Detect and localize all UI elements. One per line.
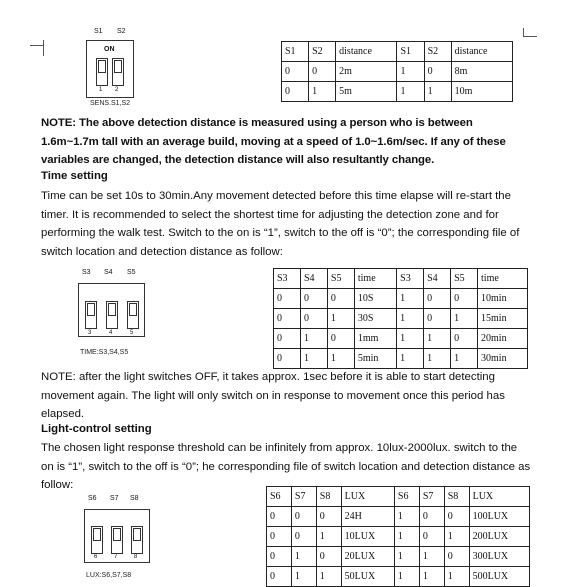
dip-label-s3: S3 bbox=[82, 269, 91, 276]
table-cell: 0 bbox=[274, 329, 301, 349]
table-cell: 1 bbox=[444, 567, 469, 587]
table-cell: S8 bbox=[444, 487, 469, 507]
table-row bbox=[267, 507, 530, 527]
table-cell: 1 bbox=[451, 349, 478, 369]
table-cell: 0 bbox=[282, 62, 309, 82]
table-cell: 1 bbox=[397, 329, 424, 349]
table-cell: S1 bbox=[282, 42, 309, 62]
table-cell: 1 bbox=[300, 349, 327, 369]
table-cell: S6 bbox=[267, 487, 292, 507]
table-cell: 1 bbox=[419, 547, 444, 567]
table-cell: 1 bbox=[397, 82, 424, 102]
table-cell: 1mm bbox=[354, 329, 396, 349]
table-cell: 0 bbox=[316, 507, 341, 527]
dip-label-s5: S5 bbox=[127, 269, 136, 276]
table-cell: 1 bbox=[394, 527, 419, 547]
table-cell: S8 bbox=[316, 487, 341, 507]
table-cell: 1 bbox=[291, 567, 316, 587]
switch-6 bbox=[91, 526, 103, 554]
switch-5 bbox=[127, 301, 139, 329]
table-cell: 30min bbox=[478, 349, 528, 369]
table-cell: 0 bbox=[300, 309, 327, 329]
table-cell: 1 bbox=[291, 547, 316, 567]
table-cell: S6 bbox=[394, 487, 419, 507]
table-cell: 1 bbox=[316, 567, 341, 587]
table-cell: 0 bbox=[424, 309, 451, 329]
table-row bbox=[282, 62, 513, 82]
table-cell: S3 bbox=[397, 269, 424, 289]
table-cell: 1 bbox=[451, 309, 478, 329]
table-cell: 0 bbox=[291, 527, 316, 547]
table-cell: 0 bbox=[282, 82, 309, 102]
light-off-note: NOTE: after the light switches OFF, it takes approx. 1sec before it is able to start detecting movement again. The light will only switch on in response to movement once this period has elapsed. bbox=[41, 371, 505, 421]
light-control-text: The chosen light response threshold can be infinitely from approx. 10lux-2000lux. switch to the on is “1”, switch to the off is “0”; he corresponding file of switch location and detection distance as follow: bbox=[41, 442, 531, 492]
table-cell: 8m bbox=[451, 62, 512, 82]
table-cell: 24H bbox=[341, 507, 394, 527]
table-cell: S3 bbox=[274, 269, 301, 289]
table-cell: 0 bbox=[291, 507, 316, 527]
lux-table bbox=[266, 486, 530, 587]
dip-switch-diagram-sens bbox=[84, 28, 144, 110]
dip-num-1: 1 bbox=[99, 87, 103, 93]
table-row bbox=[274, 309, 528, 329]
table-cell: 300LUX bbox=[469, 547, 529, 567]
table-cell: 5min bbox=[354, 349, 396, 369]
table-cell: 0 bbox=[274, 309, 301, 329]
table-cell: 0 bbox=[327, 289, 354, 309]
dip-label-s7: S7 bbox=[110, 495, 119, 502]
dip-switch-diagram-time bbox=[78, 265, 168, 360]
table-cell: 10LUX bbox=[341, 527, 394, 547]
dip-num-3: 3 bbox=[88, 330, 92, 336]
table-cell: 20min bbox=[478, 329, 528, 349]
table-cell: S2 bbox=[309, 42, 336, 62]
dip-num-4: 4 bbox=[109, 330, 113, 336]
table-cell: 100LUX bbox=[469, 507, 529, 527]
crop-mark-left-h bbox=[30, 45, 44, 46]
dip-num-8: 8 bbox=[134, 554, 138, 560]
table-cell: 0 bbox=[424, 289, 451, 309]
table-cell: 0 bbox=[444, 547, 469, 567]
table-cell: 0 bbox=[300, 289, 327, 309]
dip-label-s1: S1 bbox=[94, 28, 103, 35]
dip-caption: TIME:S3,S4,S5 bbox=[80, 349, 129, 356]
detection-note: NOTE: The above detection distance is measured using a person who is between 1.6m~1.7m tall with an average build, moving at a speed of 1.0~1.6m/sec. If any of these variables are changed, the detection distance will also resultantly change. bbox=[41, 117, 506, 167]
table-cell: 1 bbox=[444, 527, 469, 547]
table-cell: 1 bbox=[397, 289, 424, 309]
switch-2 bbox=[112, 58, 124, 86]
table-cell: 200LUX bbox=[469, 527, 529, 547]
switch-1 bbox=[96, 58, 108, 86]
table-row bbox=[267, 547, 530, 567]
dip-caption: SENS.S1,S2 bbox=[90, 100, 131, 107]
table-cell: 0 bbox=[451, 289, 478, 309]
table-row bbox=[267, 567, 530, 587]
table-cell: 1 bbox=[424, 82, 451, 102]
table-cell: 1 bbox=[397, 62, 424, 82]
table-cell: 2m bbox=[336, 62, 397, 82]
table-row bbox=[274, 329, 528, 349]
dip-caption: LUX:S6,S7,S8 bbox=[86, 572, 132, 579]
distance-table bbox=[281, 41, 513, 102]
table-cell: 1 bbox=[394, 547, 419, 567]
dip-label-s8: S8 bbox=[130, 495, 139, 502]
table-row bbox=[267, 527, 530, 547]
table-cell: distance bbox=[336, 42, 397, 62]
dip-num-2: 2 bbox=[115, 87, 119, 93]
table-cell: 1 bbox=[394, 567, 419, 587]
time-table bbox=[273, 268, 528, 369]
table-row bbox=[282, 82, 513, 102]
table-cell: S5 bbox=[451, 269, 478, 289]
table-cell: 1 bbox=[424, 349, 451, 369]
table-cell: S4 bbox=[424, 269, 451, 289]
dip-num-5: 5 bbox=[130, 330, 134, 336]
table-cell: 0 bbox=[451, 329, 478, 349]
table-cell: 0 bbox=[419, 527, 444, 547]
table-cell: 1 bbox=[419, 567, 444, 587]
switch-4 bbox=[106, 301, 118, 329]
on-label: ON bbox=[104, 46, 115, 53]
table-cell: 0 bbox=[267, 507, 292, 527]
table-row bbox=[274, 349, 528, 369]
table-cell: 1 bbox=[397, 309, 424, 329]
dip-num-6: 6 bbox=[94, 554, 98, 560]
time-setting-heading: Time setting bbox=[41, 170, 108, 182]
table-cell: 0 bbox=[444, 507, 469, 527]
table-header-row bbox=[267, 487, 530, 507]
time-setting-text: Time can be set 10s to 30min.Any movement detected before this time elapse will re-start the timer. It is recommended to select the shortest time for adjusting the detection zone and for performing the walk test. Switch to the on is “1”, switch to the off is “0”; the corresponding file of switch location and detection distance as follow: bbox=[41, 190, 520, 258]
table-cell: 0 bbox=[274, 349, 301, 369]
table-header-row bbox=[274, 269, 528, 289]
table-cell: 0 bbox=[267, 567, 292, 587]
table-cell: 15min bbox=[478, 309, 528, 329]
light-control-heading: Light-control setting bbox=[41, 423, 152, 435]
table-cell: S7 bbox=[291, 487, 316, 507]
switch-3 bbox=[85, 301, 97, 329]
table-header-row bbox=[282, 42, 513, 62]
table-cell: 30S bbox=[354, 309, 396, 329]
table-cell: S4 bbox=[300, 269, 327, 289]
table-cell: distance bbox=[451, 42, 512, 62]
table-cell: S2 bbox=[424, 42, 451, 62]
crop-mark-right-h bbox=[523, 36, 537, 37]
table-cell: 0 bbox=[424, 62, 451, 82]
table-cell: 1 bbox=[327, 349, 354, 369]
table-cell: 1 bbox=[424, 329, 451, 349]
table-cell: S5 bbox=[327, 269, 354, 289]
table-cell: 10m bbox=[451, 82, 512, 102]
dip-num-7: 7 bbox=[114, 554, 118, 560]
table-cell: 0 bbox=[309, 62, 336, 82]
table-cell: 1 bbox=[316, 527, 341, 547]
table-cell: 50LUX bbox=[341, 567, 394, 587]
table-cell: 5m bbox=[336, 82, 397, 102]
dip-label-s4: S4 bbox=[104, 269, 113, 276]
table-cell: 0 bbox=[274, 289, 301, 309]
dip-switch-diagram-lux bbox=[84, 491, 174, 585]
table-cell: 500LUX bbox=[469, 567, 529, 587]
switch-7 bbox=[111, 526, 123, 554]
table-cell: 10S bbox=[354, 289, 396, 309]
table-cell: LUX bbox=[341, 487, 394, 507]
table-cell: 1 bbox=[327, 309, 354, 329]
table-cell: 0 bbox=[267, 527, 292, 547]
table-cell: time bbox=[354, 269, 396, 289]
table-cell: LUX bbox=[469, 487, 529, 507]
crop-mark-left-v bbox=[43, 40, 44, 56]
table-cell: 0 bbox=[327, 329, 354, 349]
table-cell: 1 bbox=[300, 329, 327, 349]
dip-label-s2: S2 bbox=[117, 28, 126, 35]
table-cell: S1 bbox=[397, 42, 424, 62]
table-cell: 1 bbox=[309, 82, 336, 102]
switch-8 bbox=[131, 526, 143, 554]
crop-mark-right-v bbox=[523, 28, 524, 37]
table-cell: 10min bbox=[478, 289, 528, 309]
table-cell: 1 bbox=[397, 349, 424, 369]
table-cell: 20LUX bbox=[341, 547, 394, 567]
table-cell: 1 bbox=[394, 507, 419, 527]
table-row bbox=[274, 289, 528, 309]
table-cell: 0 bbox=[267, 547, 292, 567]
table-cell: S7 bbox=[419, 487, 444, 507]
table-cell: 0 bbox=[316, 547, 341, 567]
table-cell: time bbox=[478, 269, 528, 289]
table-cell: 0 bbox=[419, 507, 444, 527]
dip-label-s6: S6 bbox=[88, 495, 97, 502]
